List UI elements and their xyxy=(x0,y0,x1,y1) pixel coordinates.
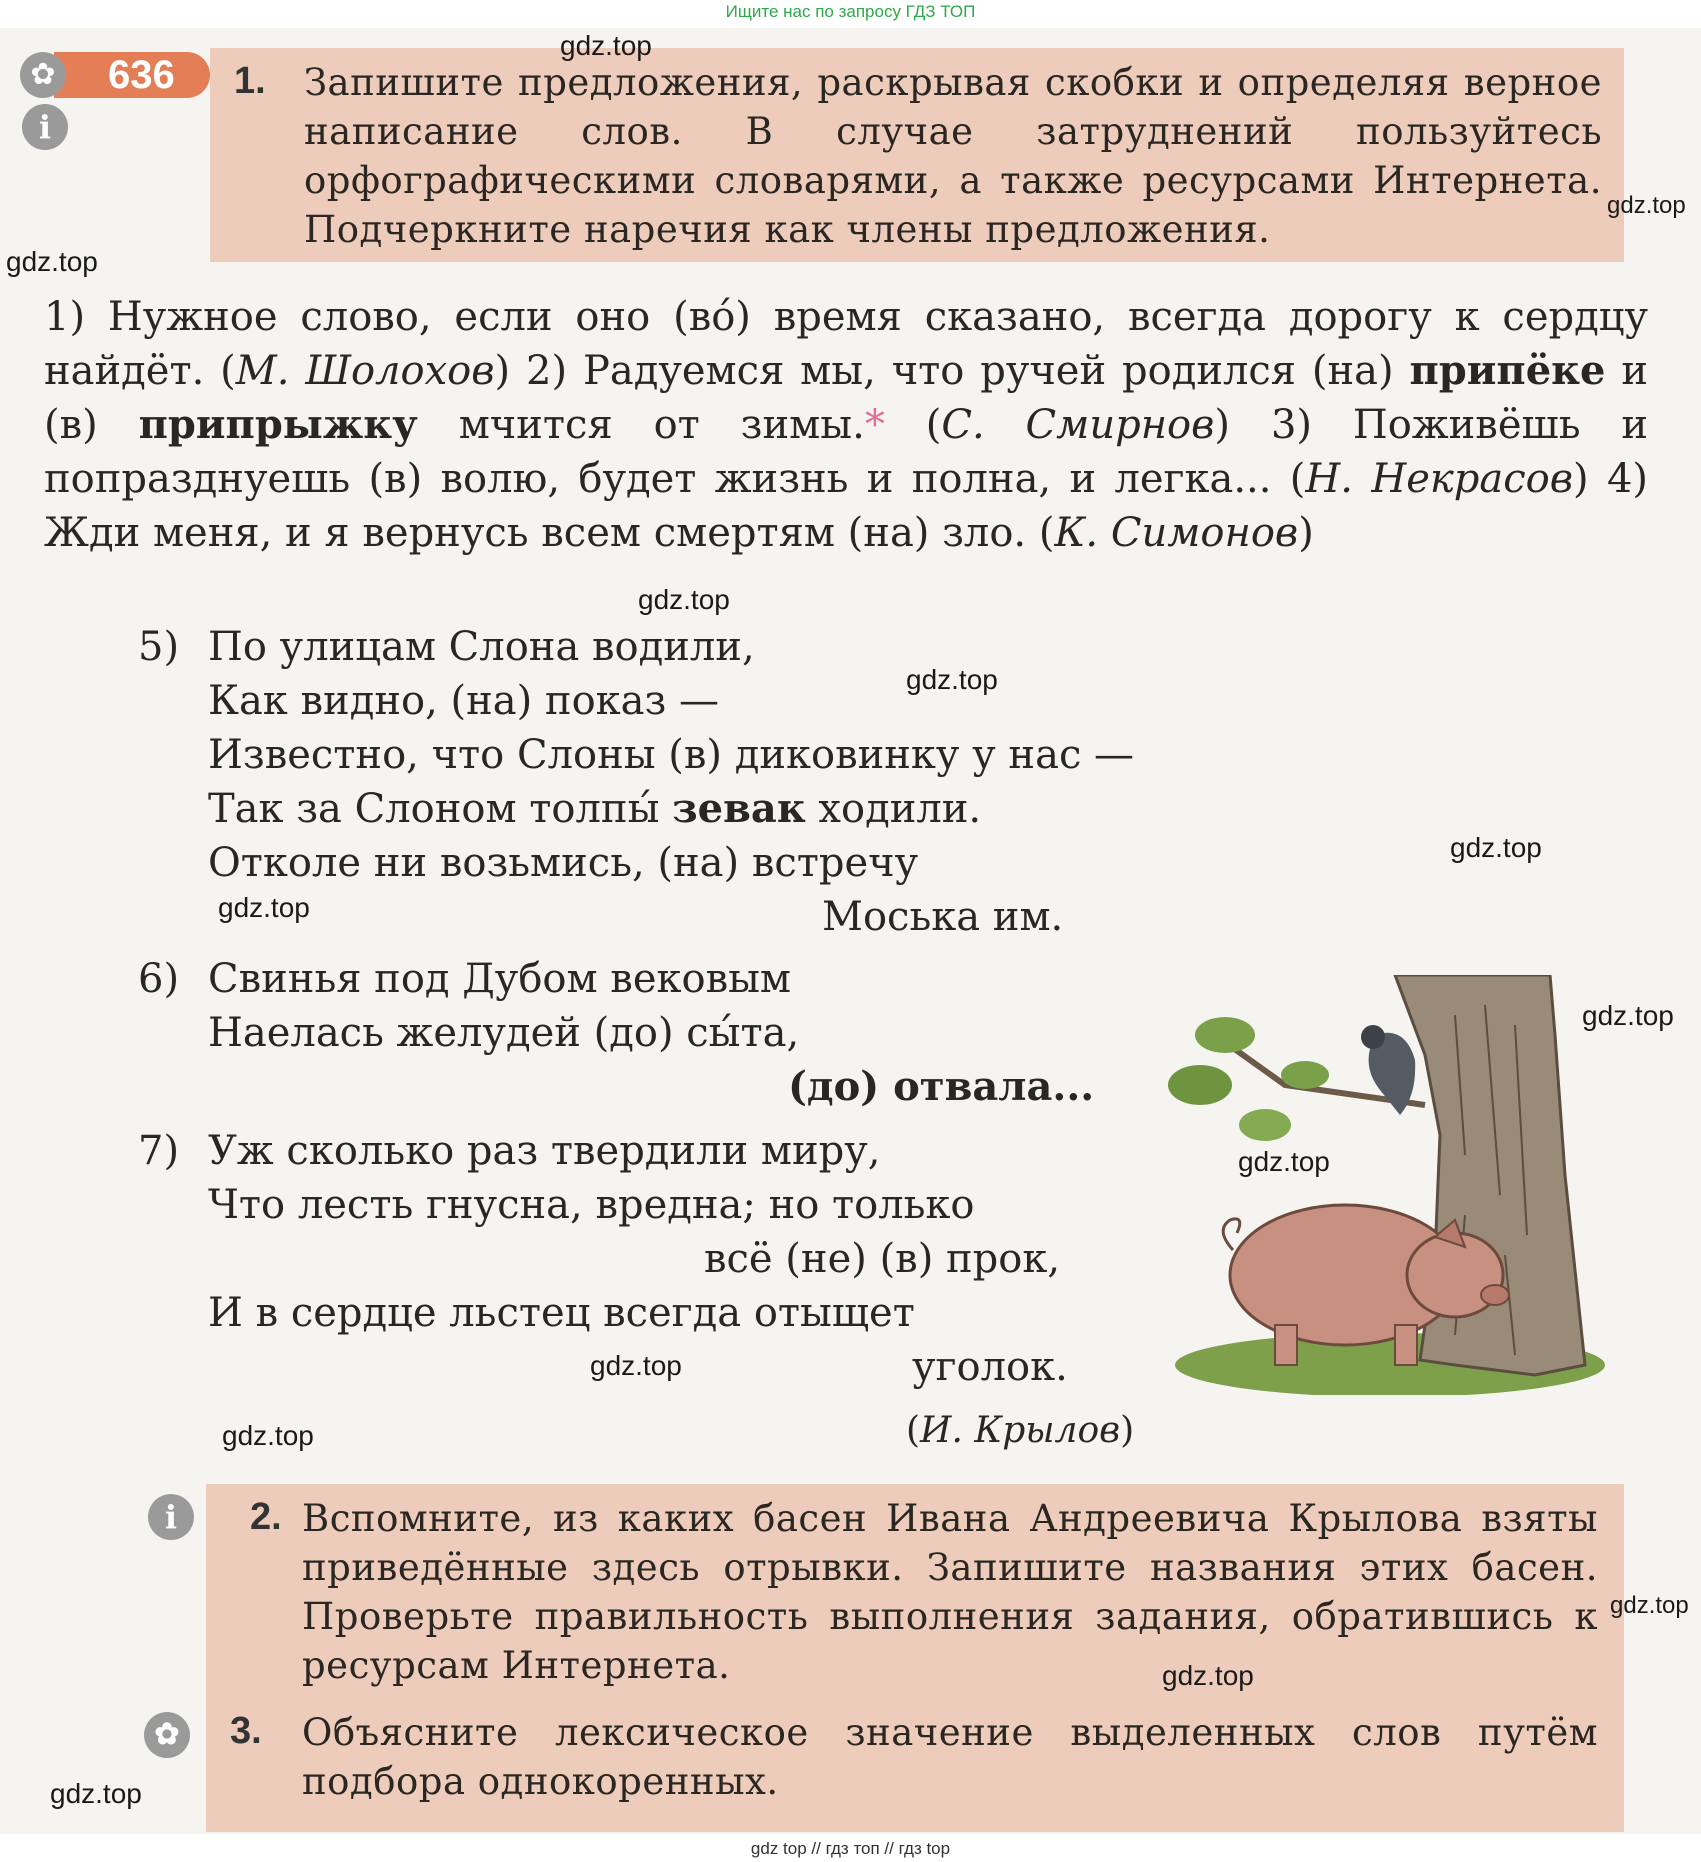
watermark: gdz.top xyxy=(906,664,998,695)
pig-leg xyxy=(1395,1325,1417,1365)
author-simonov: К. Симонов xyxy=(1054,510,1299,556)
poem-5-number: 5) xyxy=(138,624,180,670)
poem-5-line-6: Моська им. xyxy=(822,894,1064,940)
poem-5-line-5: Отколе ни возьмись, (на) встречу xyxy=(208,840,919,886)
poem-5-line-1: По улицам Слона водили, xyxy=(208,624,755,670)
sentence-3: 3) Поживёшь и попразднуешь (в) волю, будет жизнь и полна, и легка... xyxy=(44,402,1649,502)
watermark: gdz.top xyxy=(590,1350,682,1381)
info-icon: i xyxy=(148,1494,194,1540)
crow-head xyxy=(1361,1025,1385,1049)
sentences-block: 1) Нужное слово, если оно (во́) время сказано, всегда дорогу к сердцу найдёт. (М. Шолохов) 2) Радуемся мы, что ручей родился (на) припёке и (в) припрыжку мчится от зимы.* (С. Смирнов) 3) Поживёшь и попразднуешь (в) волю, будет жизнь и полна, и легка... (Н. Некрасов) 4) Жди меня, и я вернусь всем смертям (на) зло. (К. Симонов) xyxy=(44,294,1649,556)
task-1-box xyxy=(210,48,1624,262)
author-smirnov: С. Смирнов xyxy=(941,402,1215,448)
watermark: gdz.top xyxy=(1450,832,1542,863)
task-2-number: 2. xyxy=(250,1496,282,1538)
watermark: gdz.top xyxy=(1582,1000,1674,1031)
poem-6-line-3: (до) отвала... xyxy=(788,1063,1095,1110)
poem-7-number: 7) xyxy=(138,1128,180,1174)
sentence-1: 1) Нужное слово, если оно (во́) время сказано, всегда дорогу к сердцу найдёт. xyxy=(44,294,1648,394)
poem-7-line-2: Что лесть гнусна, вредна; но только xyxy=(208,1182,975,1228)
task-3-text: Объясните лексическое значение выделенных слов путём подбора однокоренных. xyxy=(302,1711,1598,1803)
watermark: gdz.top xyxy=(218,892,310,923)
poem-5-line-4a: Так за Слоном толпы́ xyxy=(208,786,660,832)
task-1-number: 1. xyxy=(234,60,266,102)
exercise-number: 636 xyxy=(54,52,210,98)
pig-tail xyxy=(1223,1219,1240,1250)
top-banner: Ищите нас по запросу ГДЗ ТОП xyxy=(725,2,976,21)
poem-5-line-2: Как видно, (на) показ — xyxy=(208,678,720,724)
author-nekrasov: Н. Некрасов xyxy=(1305,456,1574,502)
flower-star-icon: ✿ xyxy=(144,1712,190,1758)
word-pripeke: припёке xyxy=(1409,347,1606,394)
word-zevak: зевак xyxy=(672,785,806,832)
watermark: gdz.top xyxy=(1238,1146,1330,1177)
sentence-2a: 2) Радуемся мы, что ручей родился (на) xyxy=(526,348,1394,394)
footnote-star: * xyxy=(864,402,885,448)
oak-leaf xyxy=(1281,1061,1329,1089)
exercise-badge xyxy=(20,52,210,98)
watermark: gdz.top xyxy=(638,584,730,615)
oak-leaf xyxy=(1168,1065,1232,1105)
task-1-text: Запишите предложения, раскрывая скобки и определяя верное написание слов. В случае затруднений пользуйтесь орфографическими словарями, а также ресурсами Интернета. Подчеркните наречия как члены предложения. xyxy=(304,61,1602,251)
pig-leg xyxy=(1275,1325,1297,1365)
poem-6-number: 6) xyxy=(138,956,180,1002)
sentence-2b: и (в) xyxy=(44,348,1649,448)
oak-leaf xyxy=(1195,1017,1255,1053)
poem-7-line-3: всё (не) (в) прок, xyxy=(704,1236,1061,1282)
info-icon: i xyxy=(22,104,68,150)
watermark: gdz.top xyxy=(1607,192,1686,219)
task-2-3-box xyxy=(206,1484,1624,1832)
sentence-4: 4) Жди меня, и я вернусь всем смертям (на) зло. xyxy=(44,456,1649,556)
author-sholokhov: М. Шолохов xyxy=(235,348,495,394)
bottom-banner: gdz top // гдз топ // гдз top xyxy=(750,1839,951,1858)
word-vpripryzhku: припрыжку xyxy=(138,401,418,448)
poem-6-line-1: Свинья под Дубом вековым xyxy=(208,956,792,1002)
watermark: gdz.top xyxy=(50,1778,142,1809)
poem-7-line-5: уголок. xyxy=(912,1344,1068,1390)
pig-snout xyxy=(1481,1285,1509,1305)
poem-7-line-4: И в сердце льстец всегда отыщет xyxy=(208,1290,915,1336)
poem-5-line-4c: ходили. xyxy=(818,786,982,832)
watermark: gdz.top xyxy=(1610,1592,1689,1619)
poem-7-author: (И. Крылов) xyxy=(906,1410,1135,1451)
author-krylov: И. Крылов xyxy=(920,1410,1121,1451)
watermark: gdz.top xyxy=(560,30,652,61)
poem-7-line-1: Уж сколько раз твердили миру, xyxy=(208,1128,881,1174)
sentence-2c: мчится от зимы. xyxy=(458,402,865,448)
flower-star-icon: ✿ xyxy=(20,52,66,98)
oak-leaf xyxy=(1239,1109,1291,1141)
task-3-number: 3. xyxy=(230,1710,262,1752)
watermark: gdz.top xyxy=(6,246,98,277)
poem-6-line-2: Наелась желудей (до) сы́та, xyxy=(208,1010,800,1056)
poem-5-line-3: Известно, что Слоны (в) диковинку у нас — xyxy=(208,732,1135,778)
poem-5-line-4 xyxy=(208,782,981,836)
watermark: gdz.top xyxy=(1162,1660,1254,1691)
task-2-text: Вспомните, из каких басен Ивана Андреевича Крылова взяты приведённые здесь отрывки. Запишите названия этих басен. Проверьте правильность выполнения задания, обратившись к ресурсам Интернета. xyxy=(302,1497,1598,1687)
pig-under-oak-illustration xyxy=(1155,975,1605,1395)
watermark: gdz.top xyxy=(222,1420,314,1451)
